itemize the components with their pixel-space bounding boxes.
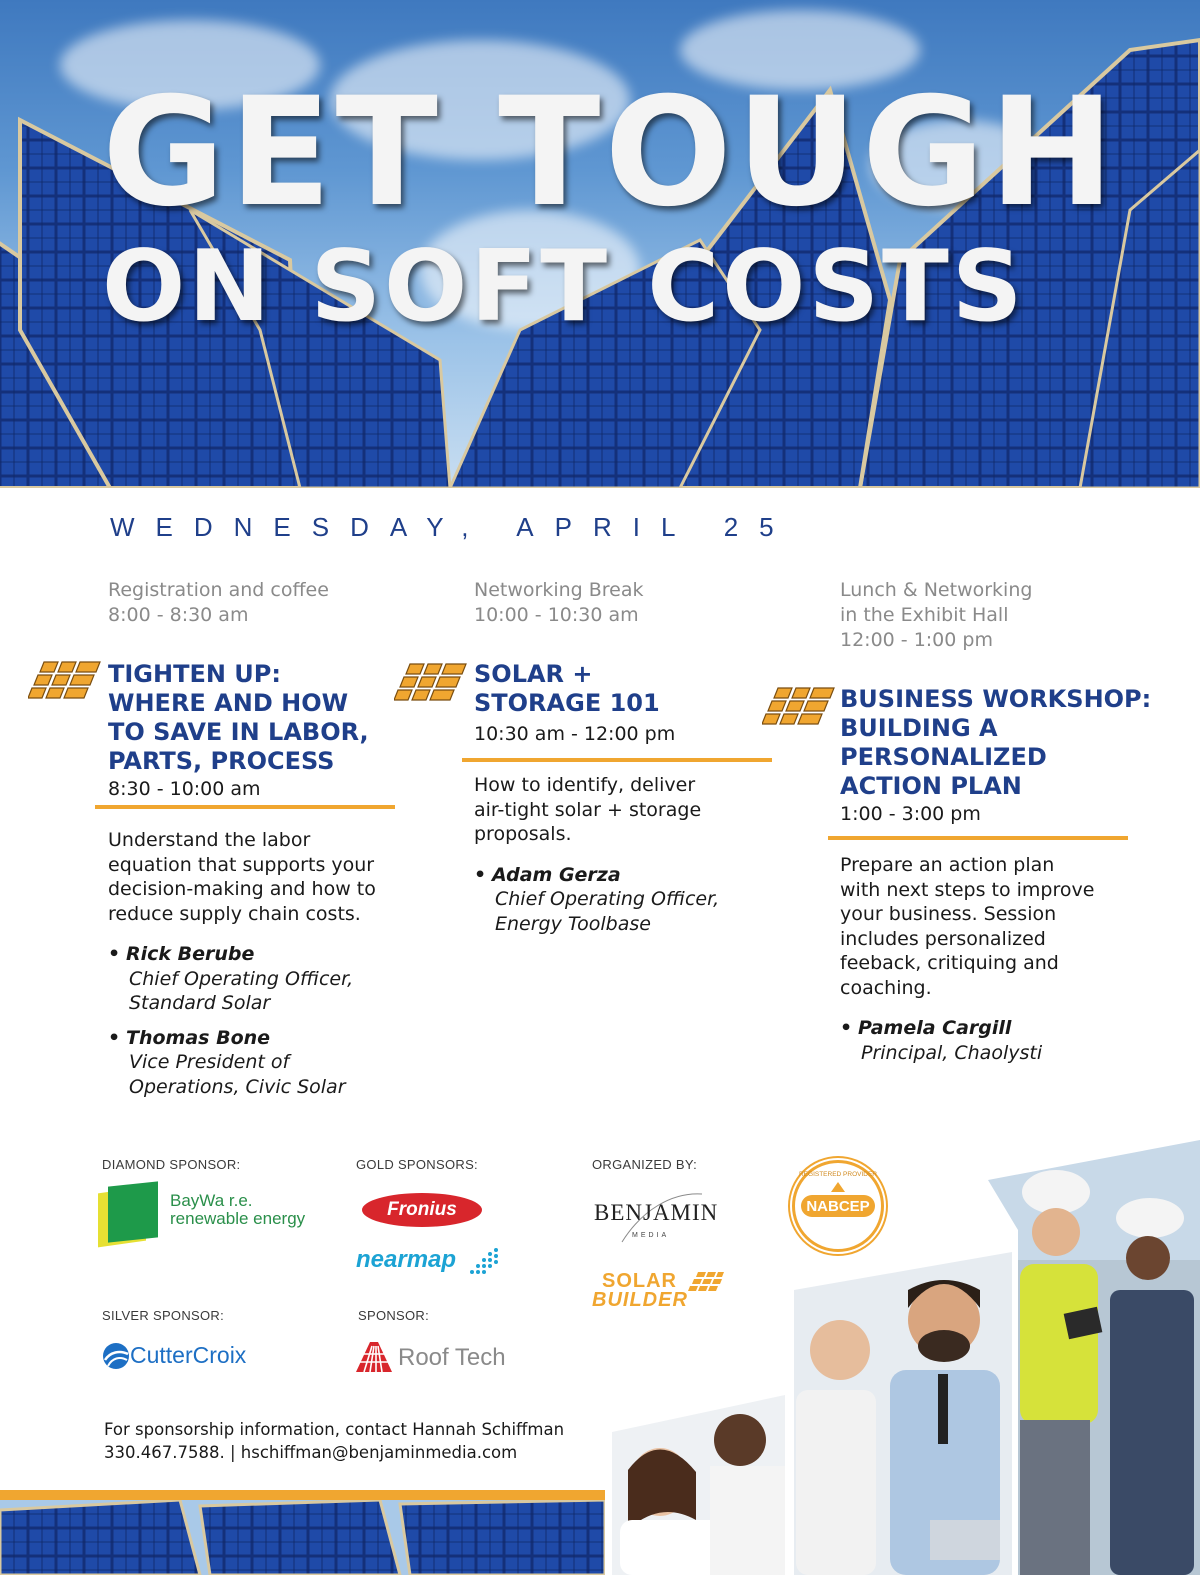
nearmap-dots-icon: [468, 1246, 500, 1276]
session-column-1: [108, 578, 448, 1099]
nearmap-text: nearmap: [356, 1246, 457, 1273]
session-description: [474, 773, 814, 847]
baywa-mark-front: [108, 1181, 158, 1242]
solar-builder-text-1: SOLAR: [602, 1270, 677, 1292]
cuttercroix-logo[interactable]: [102, 1340, 262, 1374]
session-title-line: STORAGE 101: [474, 689, 660, 717]
bullet-icon: •: [840, 1017, 853, 1039]
pre-session-label: Registration and coffee: [108, 579, 329, 601]
solar-builder-text-2: BUILDER: [592, 1289, 688, 1311]
hero-title-line2: ON SOFT COSTS: [102, 230, 1026, 344]
solar-panel-icon: [394, 662, 468, 704]
session-title-line: TO SAVE IN LABOR,: [108, 718, 369, 746]
description-line: Prepare an action plan: [840, 854, 1055, 876]
session-title-line: PARTS, PROCESS: [108, 747, 335, 775]
pre-session-time: 8:00 - 8:30 am: [108, 604, 249, 626]
event-date: WEDNESDAY, APRIL 25: [110, 512, 795, 542]
speaker-role: Standard Solar: [129, 992, 271, 1014]
sponsor-label: SPONSOR:: [358, 1308, 430, 1323]
description-line: How to identify, deliver: [474, 774, 696, 796]
pre-session-info: [108, 578, 448, 628]
benjamin-text: BENJAMIN: [594, 1200, 719, 1225]
footer-orange-bar: [0, 1490, 605, 1500]
hero-title: [102, 66, 1119, 344]
cuttercroix-text: CutterCroix: [130, 1342, 247, 1368]
description-line: feeback, critiquing and: [840, 952, 1059, 974]
description-line: with next steps to improve: [840, 878, 1095, 901]
session-time: 10:30 am - 12:00 pm: [474, 723, 676, 745]
session-title-line: TIGHTEN UP:: [108, 660, 281, 688]
session-description: [108, 828, 448, 926]
contact-details: 330.467.7588. | hschiffman@benjaminmedia.com: [104, 1443, 518, 1462]
speaker-role: Energy Toolbase: [495, 912, 651, 935]
speaker-role: Chief Operating Officer,: [129, 967, 354, 990]
cuttercroix-globe-icon: [102, 1342, 130, 1370]
description-line: proposals.: [474, 823, 572, 845]
pre-session-info: [840, 578, 1160, 653]
hero-banner: [0, 0, 1200, 488]
speaker-name: Thomas Bone: [126, 1026, 271, 1049]
silver-sponsor-label: SILVER SPONSOR:: [102, 1308, 225, 1323]
session-title-line: BUILDING A: [840, 714, 998, 742]
speaker-list: [108, 942, 448, 1099]
session-title: [840, 685, 1160, 801]
speaker-role: Vice President of: [129, 1051, 290, 1073]
bullet-icon: •: [474, 863, 487, 886]
session-column-3: [840, 578, 1160, 1065]
solar-panel-icon: [28, 660, 102, 702]
speaker: [108, 1026, 448, 1100]
description-line: decision-making and how to: [108, 878, 376, 900]
description-line: air-tight solar + storage: [474, 798, 702, 821]
contact-line: For sponsorship information, contact Hannah Schiffman: [104, 1420, 565, 1439]
session-title-line: SOLAR +: [474, 660, 593, 688]
session-time: 1:00 - 3:00 pm: [840, 803, 981, 825]
orange-divider: [95, 805, 395, 809]
solar-panels-illustration: [0, 1500, 605, 1575]
organized-by-label: ORGANIZED BY:: [592, 1157, 698, 1172]
pre-session-label: Lunch & Networking: [840, 579, 1033, 601]
solar-panel-icon: [762, 686, 836, 728]
session-title-line: WHERE AND HOW: [108, 689, 349, 717]
nabcep-text: NABCEP: [806, 1197, 870, 1215]
speaker-role: Operations, Civic Solar: [129, 1075, 346, 1098]
fronius-text: Fronius: [387, 1199, 457, 1220]
baywa-logo[interactable]: [96, 1182, 316, 1252]
description-line: Understand the labor: [108, 829, 311, 851]
rooftech-icon: [356, 1342, 392, 1372]
laptop: [930, 1520, 1000, 1560]
benjamin-media-subtext: MEDIA: [632, 1232, 670, 1239]
pre-session-info: [474, 578, 814, 628]
hero-title-line1: GET TOUGH: [102, 66, 1119, 240]
baywa-tagline: renewable energy: [170, 1209, 306, 1228]
speaker-name: Pamela Cargill: [858, 1017, 1012, 1039]
gold-sponsors-label: GOLD SPONSORS:: [356, 1157, 478, 1172]
speaker-role: Chief Operating Officer,: [495, 888, 720, 910]
speaker-role: Principal, Chaolysti: [861, 1041, 1043, 1064]
description-line: includes personalized: [840, 927, 1046, 950]
pre-session-label: in the Exhibit Hall: [840, 604, 1009, 626]
footer-solar-panels: [0, 1500, 605, 1575]
orange-divider: [828, 836, 1128, 840]
speaker: [108, 942, 448, 1016]
diamond-sponsor-label: DIAMOND SPONSOR:: [102, 1157, 241, 1172]
session-time: 8:30 - 10:00 am: [108, 778, 261, 800]
fronius-logo[interactable]: [362, 1193, 482, 1227]
description-line: coaching.: [840, 976, 932, 999]
description-line: your business. Session: [840, 903, 1057, 925]
session-title-line: PERSONALIZED: [840, 743, 1047, 771]
orange-divider: [462, 758, 772, 762]
speaker: [840, 1016, 1160, 1065]
session-column-2: [474, 578, 814, 936]
nearmap-logo[interactable]: [356, 1246, 506, 1282]
bullet-icon: •: [108, 943, 121, 965]
baywa-text: [170, 1192, 305, 1228]
bullet-icon: •: [108, 1026, 121, 1049]
description-line: equation that supports your: [108, 853, 375, 876]
speaker-list: [840, 1016, 1160, 1065]
session-description: [840, 853, 1160, 1000]
speaker-name: Adam Gerza: [492, 863, 621, 886]
session-title-line: BUSINESS WORKSHOP:: [840, 685, 1152, 713]
baywa-name: BayWa r.e.: [170, 1191, 253, 1210]
pre-session-time: 10:00 - 10:30 am: [474, 604, 639, 626]
pre-session-time: 12:00 - 1:00 pm: [840, 629, 993, 651]
session-title-line: ACTION PLAN: [840, 772, 1022, 800]
speaker-name: Rick Berube: [126, 943, 255, 965]
description-line: reduce supply chain costs.: [108, 902, 361, 925]
speaker: [474, 863, 814, 937]
rooftech-logo[interactable]: [356, 1342, 526, 1376]
pre-session-label: Networking Break: [474, 579, 644, 601]
sponsorship-contact: [104, 1418, 564, 1464]
photo-collage: [600, 1140, 1200, 1575]
nabcep-ring-text: REGISTERED PROVIDER: [798, 1171, 877, 1178]
speaker-list: [474, 863, 814, 937]
rooftech-text: Roof Tech: [398, 1344, 506, 1371]
